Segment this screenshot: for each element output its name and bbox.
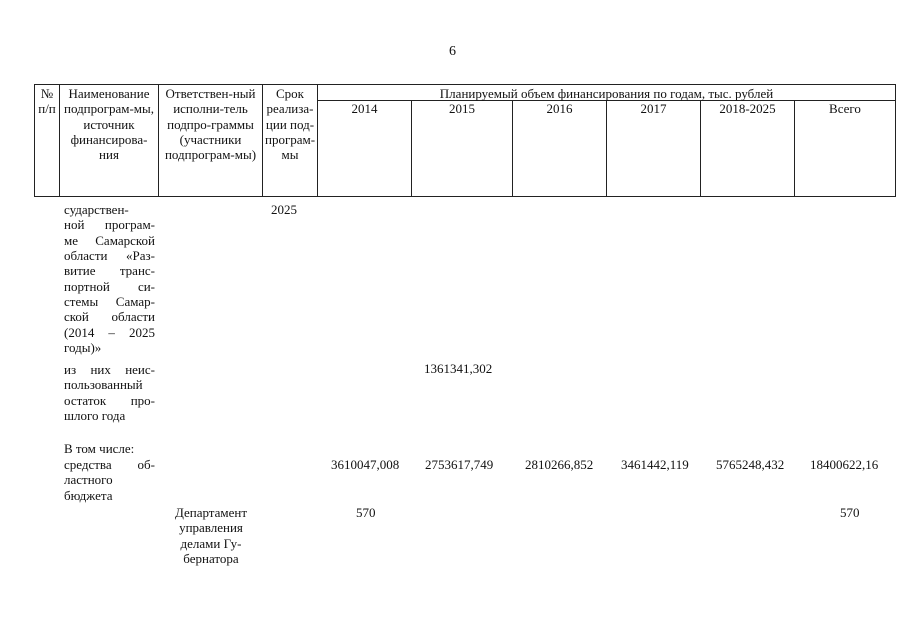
dept-line: управления xyxy=(179,520,243,536)
unused-balance-2015: 1361341,302 xyxy=(424,361,493,376)
name-block-unused-balance xyxy=(64,362,155,423)
regional-2016: 2810266,852 xyxy=(525,457,594,472)
name-block-program xyxy=(64,202,155,355)
name-line: стемы Самар- xyxy=(64,293,155,309)
department-name xyxy=(163,505,259,566)
name-line: области «Раз- xyxy=(64,247,155,263)
name-line: ной програм- xyxy=(64,217,155,233)
regional-2018-2025: 5765248,432 xyxy=(716,457,785,472)
header-col-funding: Планируемый объем финансирования по годам, тыс. рублей xyxy=(318,84,896,101)
header-col-number: № п/п xyxy=(34,84,60,197)
name-line: сударствен- xyxy=(64,202,129,217)
name-line: ской области xyxy=(64,309,155,325)
header-year-2014: 2014 xyxy=(318,101,412,197)
name-line: ластного xyxy=(64,472,113,488)
page-number: 6 xyxy=(449,44,456,59)
header-year-2017: 2017 xyxy=(607,101,701,197)
department-total: 570 xyxy=(840,505,860,520)
dept-line: бернатора xyxy=(183,550,239,566)
name-line: средства об- xyxy=(64,457,155,472)
name-line: годы)» xyxy=(64,339,102,355)
header-col-responsible: Ответствен-ный исполни-тель подпро-граммы (участники подпрограм-мы) xyxy=(159,84,263,197)
name-line: из них неис- xyxy=(64,362,155,377)
header-year-2015: 2015 xyxy=(412,101,513,197)
header-total: Всего xyxy=(795,101,896,197)
name-line: В том числе: xyxy=(64,441,135,456)
regional-total: 18400622,16 xyxy=(810,457,879,472)
header-col-term: Срок реализа-ции под-програм-мы xyxy=(263,84,318,197)
header-year-2018-2025: 2018-2025 xyxy=(701,101,795,197)
name-line: ме Самарской xyxy=(64,232,155,248)
regional-2017: 3461442,119 xyxy=(621,457,689,472)
dept-line: Департамент xyxy=(174,505,248,520)
name-line: (2014 – 2025 xyxy=(64,324,155,340)
department-2014: 570 xyxy=(356,505,376,520)
term-value: 2025 xyxy=(271,202,297,217)
name-line: портной си- xyxy=(64,278,155,294)
name-line: пользованный xyxy=(64,377,143,393)
name-line: бюджета xyxy=(64,487,113,503)
regional-2015: 2753617,749 xyxy=(425,457,494,472)
regional-2014: 3610047,008 xyxy=(331,457,400,472)
name-line: шлого года xyxy=(64,407,126,423)
name-block-including xyxy=(64,441,155,456)
header-col-name: Наименование подпрограм-мы, источник финансирова-ния xyxy=(60,84,159,197)
name-block-regional-budget xyxy=(64,457,155,503)
dept-line: делами Гу- xyxy=(180,535,242,551)
header-year-2016: 2016 xyxy=(513,101,607,197)
name-line: остаток про- xyxy=(64,392,155,408)
name-line: витие транс- xyxy=(64,263,155,279)
